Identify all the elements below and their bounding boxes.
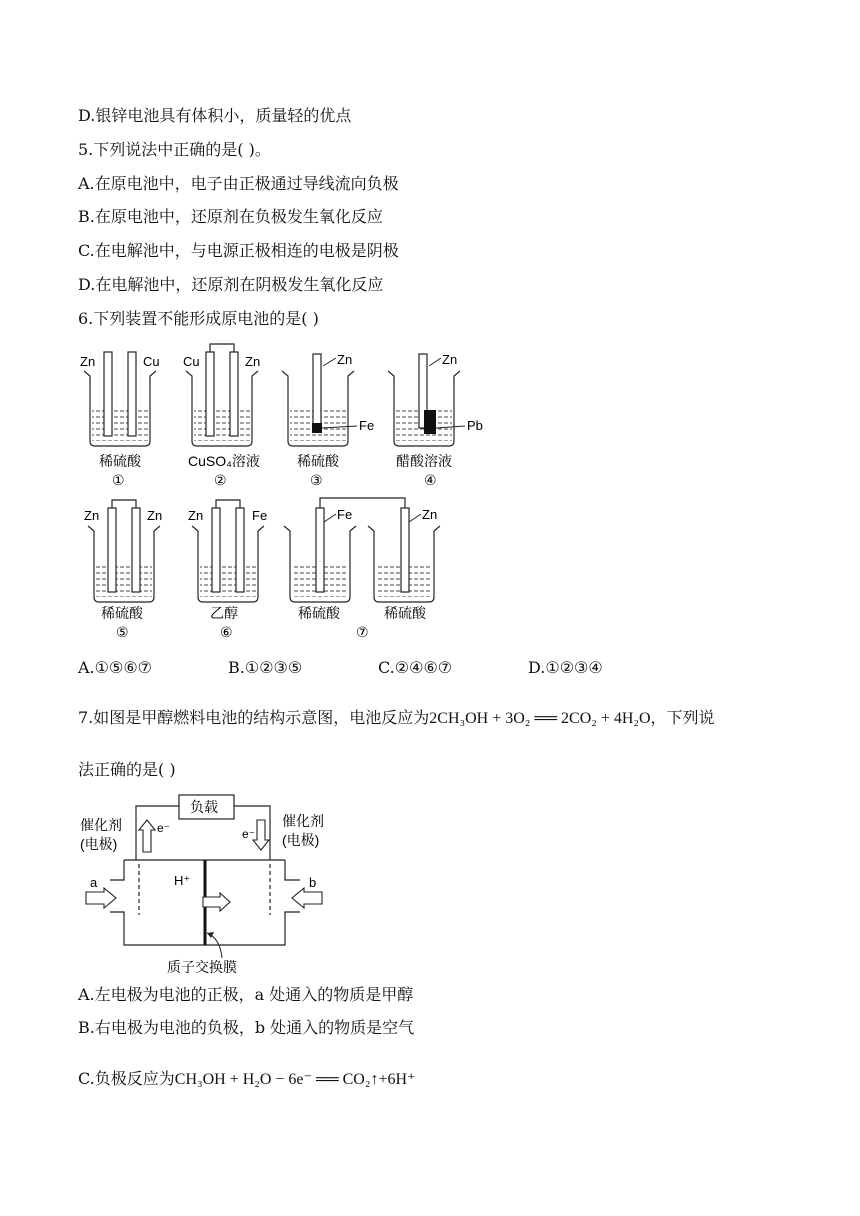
device-4 (388, 352, 483, 488)
q5-stem: 5.下列说法中正确的是( )。 (78, 140, 271, 159)
q6-apparatus-figure (0, 340, 860, 645)
device-7-solution-right: 稀硫酸 (384, 605, 426, 621)
device-3-solution: 稀硫酸 (297, 453, 339, 469)
electron-up-arrow (139, 820, 155, 852)
q7-stem-line2: 法正确的是( ) (78, 760, 176, 779)
electrode-left-label: (电极) (80, 836, 118, 852)
device-2-solution: CuSO₄溶液 (188, 453, 260, 469)
device-4-num: ④ (424, 472, 437, 488)
q7-option-c (78, 1069, 415, 1090)
q7-option-b: B.右电极为电池的负极，b 处通入的物质是空气 (78, 1018, 415, 1037)
load-label: 负载 (190, 799, 218, 815)
q7-stem-suffix: ，下列说 (650, 708, 715, 727)
device-1-num: ① (112, 472, 125, 488)
device-7-right-label: Zn (422, 507, 438, 522)
device-6-solution: 乙醇 (210, 605, 238, 621)
q6-stem: 6.下列装置不能形成原电池的是( ) (78, 309, 319, 328)
inlet-a-label: a (90, 875, 98, 890)
electrode-right-label: (电极) (282, 832, 320, 848)
device-4-top-label: Zn (442, 352, 458, 367)
device-2-right-label: Zn (245, 354, 261, 369)
device-2-left-label: Cu (183, 354, 200, 369)
q4-option-d: D.银锌电池具有体积小，质量轻的优点 (78, 106, 352, 125)
q6-option-c: C.②④⑥⑦ (378, 658, 453, 677)
device-4-solution: 醋酸溶液 (396, 453, 452, 469)
device-5-solution: 稀硫酸 (101, 605, 143, 621)
device-7-left-label: Fe (337, 507, 353, 522)
inlet-a-arrow (86, 888, 116, 908)
device-7-solution-left: 稀硫酸 (298, 605, 340, 621)
device-1-left-label: Zn (80, 354, 96, 369)
device-2 (183, 344, 260, 488)
electron-down-arrow (253, 820, 269, 850)
q5-option-b: B.在原电池中，还原剂在负极发生氧化反应 (78, 207, 383, 226)
q5-option-d: D.在电解池中，还原剂在阴极发生氧化反应 (78, 275, 384, 294)
device-6 (188, 500, 267, 640)
proton-label: H⁺ (174, 873, 191, 888)
device-7 (284, 498, 440, 640)
device-1-right-label: Cu (143, 354, 160, 369)
proton-arrow (203, 893, 230, 911)
device-1-solution: 稀硫酸 (99, 453, 141, 469)
q6-option-d: D.①②③④ (528, 658, 603, 677)
device-7-num: ⑦ (356, 624, 369, 640)
device-5 (84, 500, 162, 640)
device-3-inner-label: Fe (359, 418, 375, 433)
device-1 (80, 352, 160, 488)
catalyst-left-label: 催化剂 (80, 817, 122, 833)
q7-option-c-equation: CH₃OH + H₂O − 6e⁻ ══ CO₂↑+6H⁺ (174, 1071, 416, 1088)
q6-option-b: B.①②③⑤ (228, 658, 303, 677)
device-6-num: ⑥ (220, 624, 233, 640)
electron-left-label: e⁻ (157, 821, 171, 835)
device-6-right-label: Fe (252, 508, 268, 523)
q7-equation: 2CH₃OH + 3O₂ ══ 2CO₂ + 4H₂O (429, 710, 651, 727)
q6-option-a: A.①⑤⑥⑦ (78, 658, 153, 677)
q7-option-a: A.左电极为电池的正极，a 处通入的物质是甲醇 (78, 985, 414, 1004)
device-6-left-label: Zn (188, 508, 204, 523)
device-3 (282, 352, 374, 488)
q7-option-c-prefix: C.负极反应为 (78, 1069, 175, 1088)
q7-stem-line1 (78, 708, 715, 729)
membrane-label: 质子交换膜 (167, 959, 237, 975)
inlet-b-arrow (292, 888, 322, 908)
q5-option-c: C.在电解池中，与电源正极相连的电极是阴极 (78, 241, 399, 260)
device-5-left-label: Zn (84, 508, 100, 523)
q7-fuel-cell-diagram (0, 790, 860, 975)
device-4-inner-label: Pb (467, 418, 483, 433)
inlet-b-label: b (309, 875, 317, 890)
device-5-num: ⑤ (116, 624, 129, 640)
catalyst-right-label: 催化剂 (282, 813, 324, 829)
device-5-right-label: Zn (147, 508, 163, 523)
q5-option-a: A.在原电池中，电子由正极通过导线流向负极 (78, 174, 399, 193)
device-3-num: ③ (310, 472, 323, 488)
q7-stem-prefix: 7.如图是甲醇燃料电池的结构示意图，电池反应为 (78, 708, 430, 727)
device-3-top-label: Zn (337, 352, 353, 367)
electron-right-label: e⁻ (242, 827, 256, 841)
device-2-num: ② (214, 472, 227, 488)
